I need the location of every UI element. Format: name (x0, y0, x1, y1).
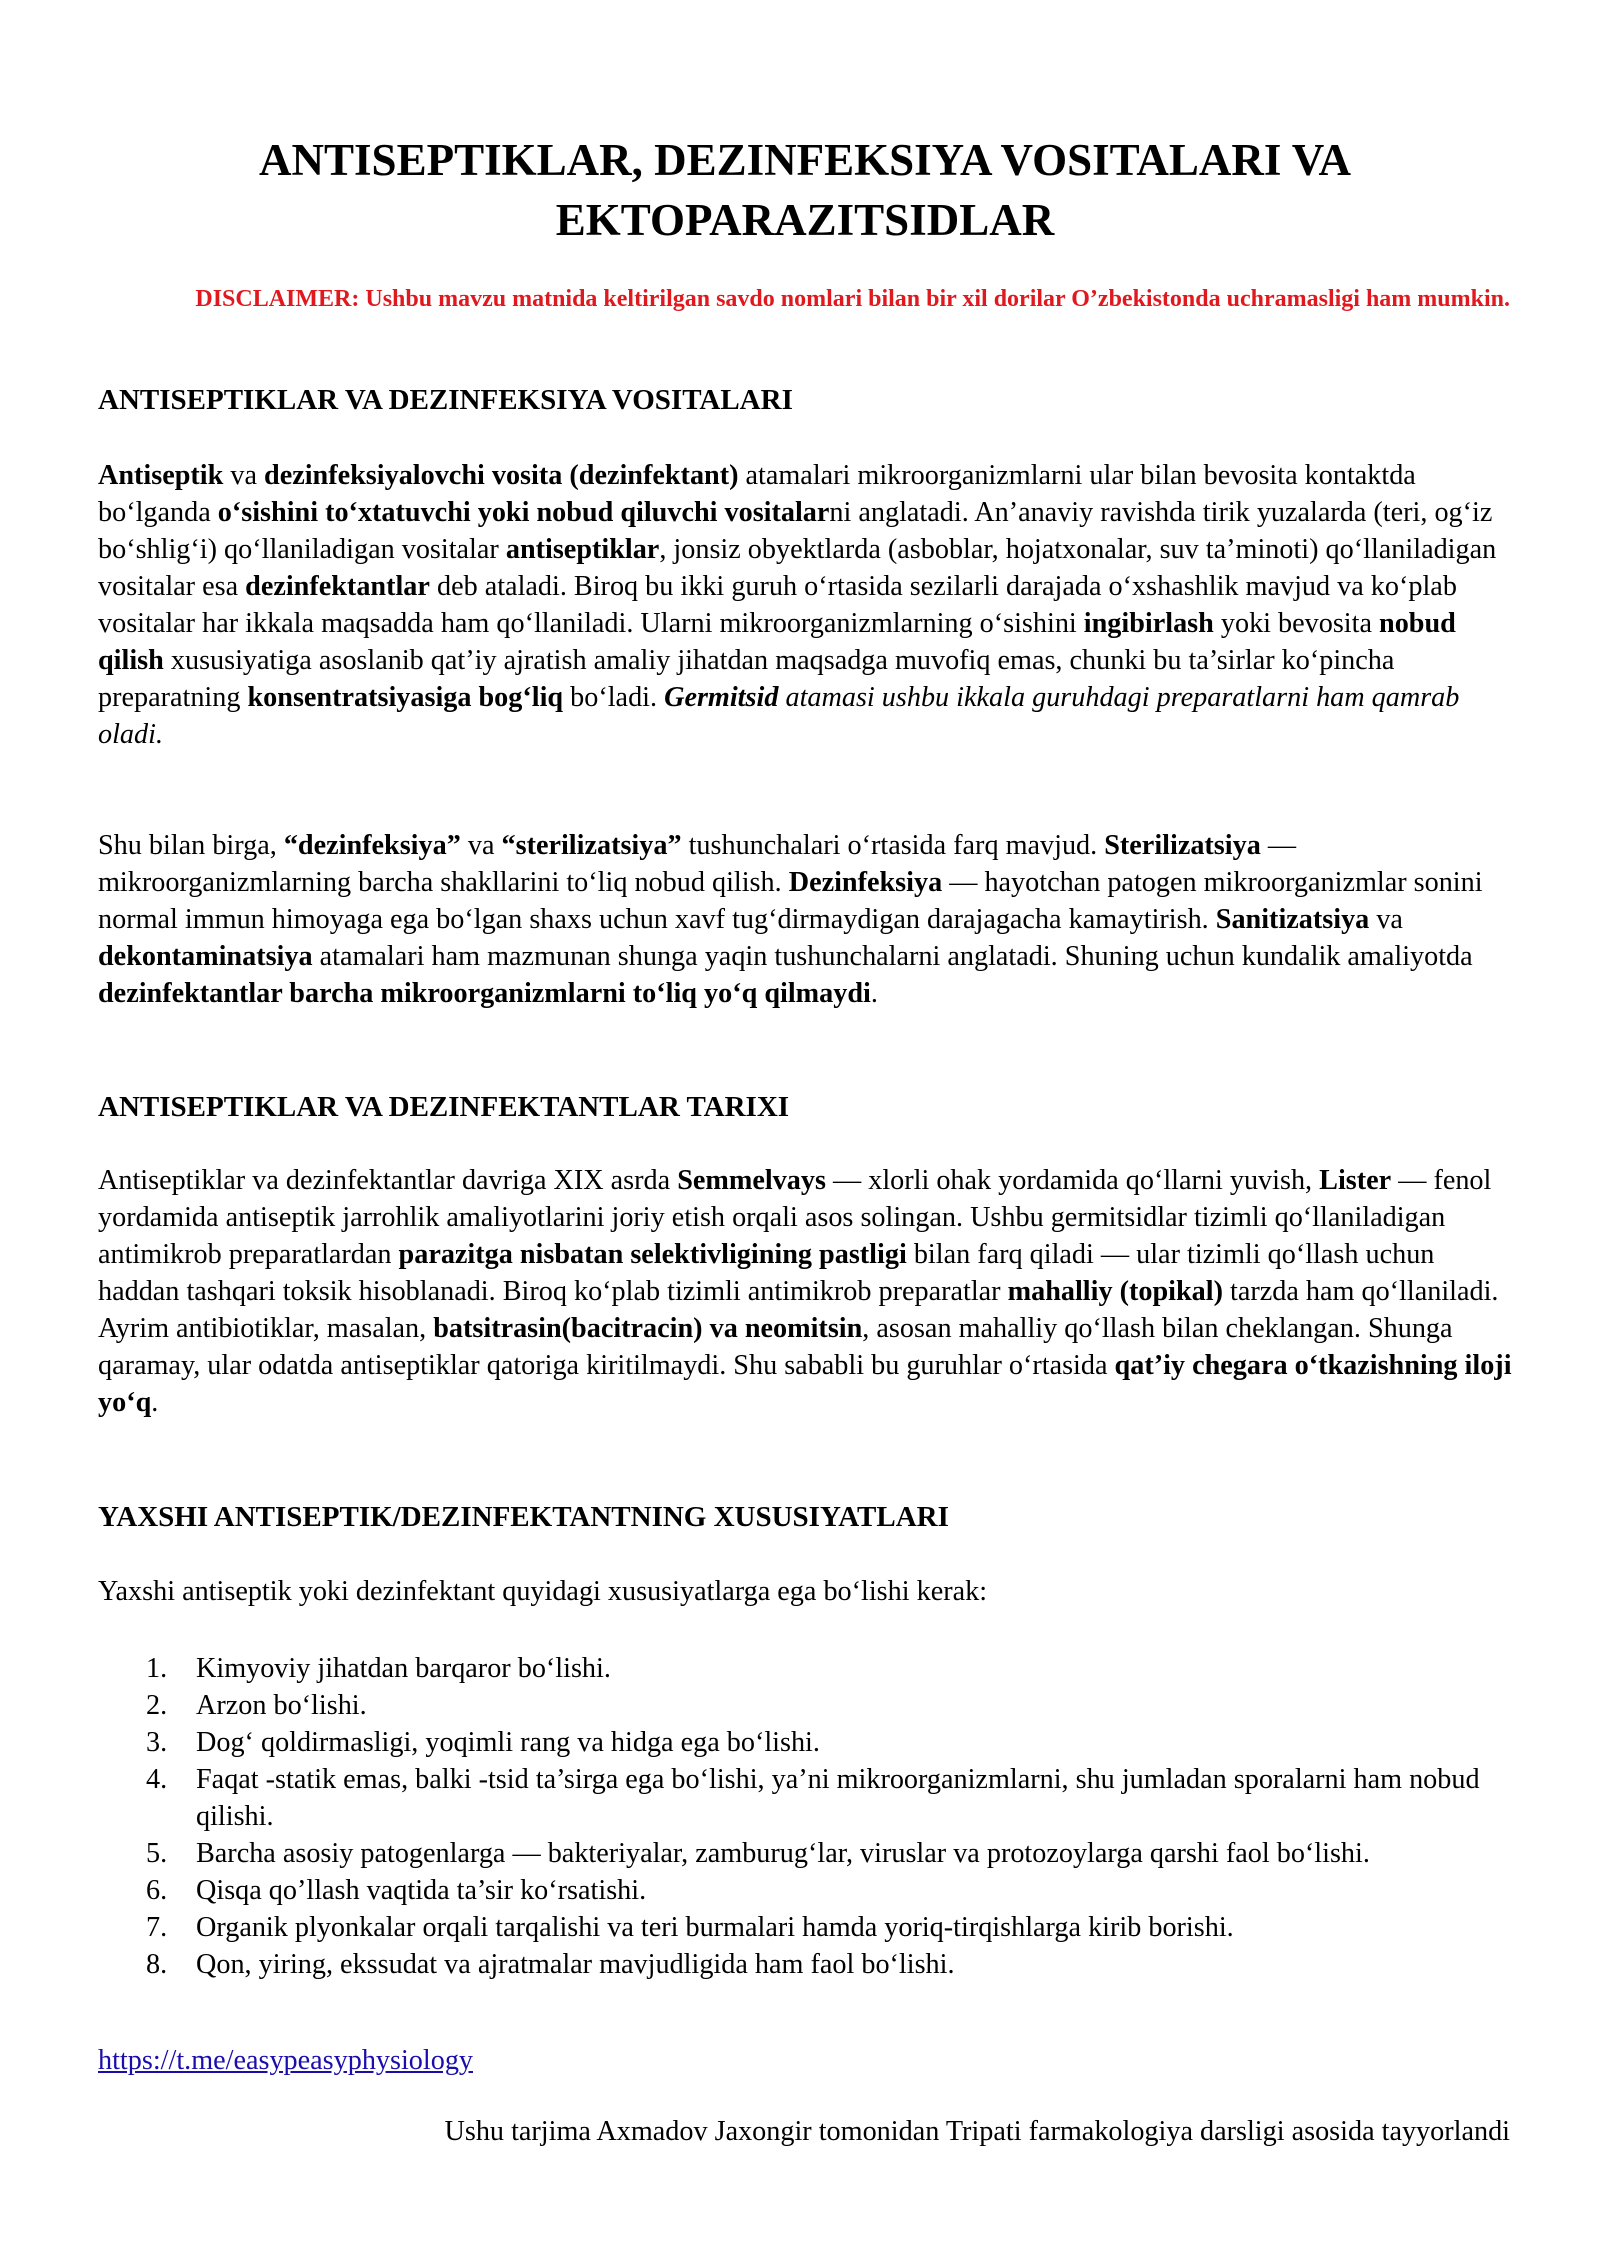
list-item-number: 4. (146, 1764, 168, 1795)
bold-text: Antiseptik (98, 460, 224, 491)
bold-text: batsitrasin(bacitracin) va neomitsin (433, 1313, 863, 1344)
list-item-number: 5. (146, 1838, 168, 1869)
bold-text: “dezinfeksiya” (283, 830, 461, 861)
list-item (98, 1761, 1518, 1835)
plain-text: deb ataladi. Biroq bu ikki guruh o‘rtasida sezilarli darajada o‘xshashlik mavjud va ko‘plab vositalar har ikkala maqsadda ham qo‘llaniladi. Ularni mikroorganizmlarning o‘sishini (98, 571, 1457, 639)
bold-text: o‘sishini to‘xtatuvchi yoki nobud qiluvchi vositalar (217, 497, 830, 528)
plain-text: va (460, 830, 502, 861)
plain-text: — fenol yordamida antiseptik jarrohlik amaliyotlarini joriy etish orqali asos solingan. Ushbu germitsidlar tizimli qo‘llaniladigan antimikrob preparatlardan (98, 1165, 1492, 1270)
plain-text: . (151, 1387, 159, 1418)
list-item-number: 2. (146, 1690, 168, 1721)
bold-text: mahalliy (topikal) (1007, 1276, 1223, 1307)
plain-text: — hayotchan patogen mikroorganizmlar sonini normal immun himoyaga ega bo‘lgan shaxs uchun xavf tug‘dirmaydigan darajagacha kamaytirish. (98, 867, 1483, 935)
paragraph-history (98, 1162, 1518, 1421)
bold-text: ingibirlash (1083, 608, 1214, 639)
italic-text: atamasi ushbu ikkala guruhdagi preparatlarni ham qamrab oladi. (98, 682, 1460, 750)
bold-text: konsentratsiyasiga bog‘liq (247, 682, 564, 713)
bold-text: Sanitizatsiya (1215, 904, 1370, 935)
bold-text: antiseptiklar (505, 534, 660, 565)
paragraph-properties-intro: Yaxshi antiseptik yoki dezinfektant quyidagi xususiyatlarga ega bo‘lishi kerak: (98, 1576, 988, 1607)
list-item-text: Barcha asosiy patogenlarga — bakteriyalar, zamburug‘lar, viruslar va protozoylarga qarshi faol bo‘lishi. (196, 1838, 1370, 1869)
paragraph-antiseptic-definition (98, 457, 1518, 753)
list-item (98, 1724, 1518, 1761)
paragraph-disinfection-sterilization (98, 827, 1518, 1012)
list-item (98, 1946, 1518, 1983)
plain-text: bo‘ladi. (563, 682, 665, 713)
bold-text: dekontaminatsiya (98, 941, 313, 972)
list-item-text: Qon, yiring, ekssudat va ajratmalar mavjudligida ham faol bo‘lishi. (196, 1949, 955, 1980)
bold-text: qat’iy chegara o‘tkazishning iloji yo‘q (98, 1350, 1512, 1418)
bold-text: parazitga nisbatan selektivligining pastligi (398, 1239, 907, 1270)
plain-text: Antiseptiklar va dezinfektantlar davriga XIX asrda (98, 1165, 678, 1196)
list-item (98, 1650, 1518, 1687)
plain-text: xususiyatiga asoslanib qat’iy ajratish amaliy jihatdan maqsadga muvofiq emas, chunki bu ta’sirlar ko‘pincha preparatning (98, 645, 1395, 713)
plain-text: , asosan mahalliy qo‘llash bilan cheklangan. Shunga qaramay, ular odatda antiseptiklar qatoriga kiritilmaydi. Shu sababli bu guruhlar o‘rtasida (98, 1313, 1453, 1381)
list-item-number: 1. (146, 1653, 168, 1684)
plain-text: tushunchalari o‘rtasida farq mavjud. (681, 830, 1105, 861)
bold-text: dezinfeksiyalovchi vosita (dezinfektant) (264, 460, 739, 491)
list-item-number: 6. (146, 1875, 168, 1906)
section-heading-antiseptics: ANTISEPTIKLAR VA DEZINFEKSIYA VOSITALARI (98, 384, 793, 416)
properties-list (98, 1650, 1518, 1983)
bold-text: “sterilizatsiya” (501, 830, 682, 861)
plain-text: . (870, 978, 878, 1009)
list-item-text: Qisqa qo’llash vaqtida ta’sir ko‘rsatishi. (196, 1875, 647, 1906)
plain-text: — xlorli ohak yordamida qo‘llarni yuvish, (825, 1165, 1320, 1196)
telegram-link[interactable]: https://t.me/easypeasyphysiology (98, 2045, 474, 2076)
bold-text: Lister (1319, 1165, 1392, 1196)
list-item-text: Faqat -statik emas, balki -tsid ta’sirga ega bo‘lishi, ya’ni mikroorganizmlarni, shu jumladan sporalarni ham nobud qilishi. (196, 1764, 1480, 1832)
bold-text: Sterilizatsiya (1104, 830, 1261, 861)
plain-text: va (223, 460, 265, 491)
section-heading-history: ANTISEPTIKLAR VA DEZINFEKTANTLAR TARIXI (98, 1091, 790, 1123)
translator-credit: Ushu tarjima Axmadov Jaxongir tomonidan Tripati farmakologiya darsligi asosida tayyorlandi (444, 2116, 1510, 2147)
list-item-text: Arzon bo‘lishi. (196, 1690, 367, 1721)
plain-text: tarzda ham qo‘llaniladi. Ayrim antibiotiklar, masalan, (98, 1276, 1499, 1344)
list-item-text: Dog‘ qoldirmasligi, yoqimli rang va hidga ega bo‘lishi. (196, 1727, 820, 1758)
bold-text: Dezinfeksiya (788, 867, 943, 898)
list-item-text: Kimyoviy jihatdan barqaror bo‘lishi. (196, 1653, 611, 1684)
list-item-number: 8. (146, 1949, 168, 1980)
plain-text: , jonsiz obyektlarda (asboblar, hojatxonalar, suv ta’minoti) qo‘llaniladigan vositalar esa (98, 534, 1497, 602)
plain-text: bilan farq qiladi — ular tizimli qo‘llash uchun haddan tashqari toksik hisoblanadi. Biroq ko‘plab tizimli antimikrob preparatlar (98, 1239, 1435, 1307)
plain-text: yoki bevosita (1213, 608, 1380, 639)
list-item (98, 1687, 1518, 1724)
list-item-number: 7. (146, 1912, 168, 1943)
bold-text: Semmelvays (677, 1165, 826, 1196)
list-item (98, 1872, 1518, 1909)
plain-text: — mikroorganizmlarning barcha shakllarini to‘liq nobud qilish. (98, 830, 1297, 898)
list-item-text: Organik plyonkalar orqali tarqalishi va teri burmalari hamda yoriq-tirqishlarga kirib borishi. (196, 1912, 1234, 1943)
bold-italic-text: Germitsid (664, 682, 779, 713)
bold-text: dezinfektantlar (245, 571, 430, 602)
list-item (98, 1909, 1518, 1946)
plain-text: atamalari mikroorganizmlarni ular bilan bevosita kontaktda bo‘lganda (98, 460, 1416, 528)
disclaimer-note: DISCLAIMER: Ushbu mavzu matnida keltirilgan savdo nomlari bilan bir xil dorilar O’zbekistonda uchramasligi ham mumkin. (195, 286, 1510, 312)
section-heading-properties: YAXSHI ANTISEPTIK/DEZINFEKTANTNING XUSUSIYATLARI (98, 1501, 949, 1533)
bold-text: dezinfektantlar barcha mikroorganizmlarni to‘liq yo‘q qilmaydi (98, 978, 871, 1009)
plain-text: atamalari ham mazmunan shunga yaqin tushunchalarni anglatadi. Shuning uchun kundalik amaliyotda (312, 941, 1473, 972)
list-item-number: 3. (146, 1727, 168, 1758)
list-item (98, 1835, 1518, 1872)
bold-text: nobud qilish (98, 608, 1456, 676)
page-title: ANTISEPTIKLAR, DEZINFEKSIYA VOSITALARI VA EKTOPARAZITSIDLAR (259, 135, 1351, 245)
plain-text: Shu bilan birga, (98, 830, 284, 861)
plain-text: va (1369, 904, 1403, 935)
plain-text: ni anglatadi. An’anaviy ravishda tirik yuzalarda (teri, og‘iz bo‘shlig‘i) qo‘llaniladigan vositalar (98, 497, 1493, 565)
